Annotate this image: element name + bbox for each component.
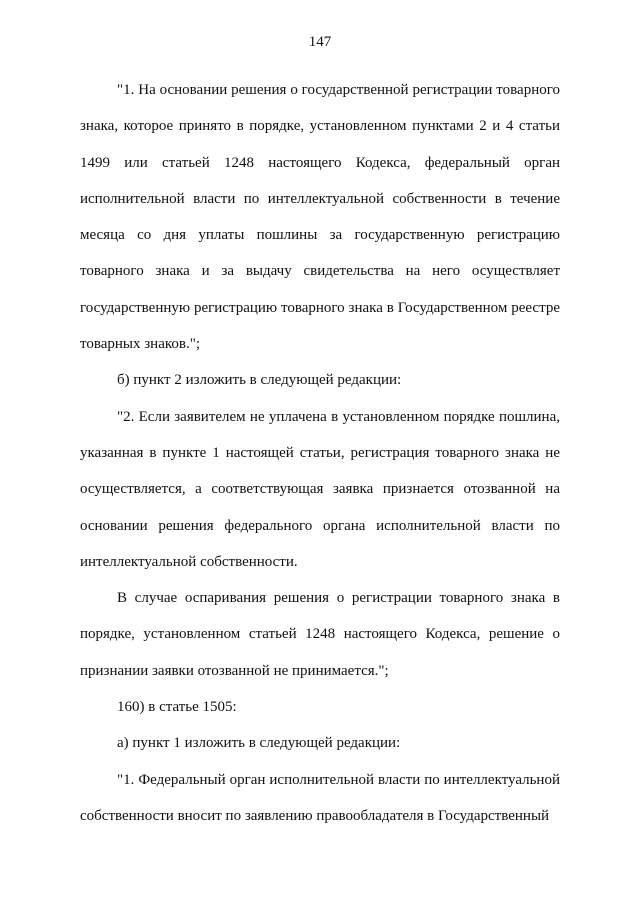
page-number: 147 [308, 34, 332, 50]
paragraph-unpaid-fee: "2. Если заявителем не уплачена в установленном порядке пошлина, указанная в пункте 1 настоящей статьи, регистрация товарного знака не осуществляется, а соответствующая заявка признается отозванной на основании решения федерального органа исполнительной власти по интеллектуальной собственности. [80, 408, 560, 570]
paragraph-dispute-case: В случае оспаривания решения о регистрации товарного знака в порядке, установленном статьей 1248 настоящего Кодекса, решение о признании заявки отозванной не принимается."; [80, 590, 560, 679]
paragraph-item-a: а) пункт 1 изложить в следующей редакции: [117, 735, 401, 752]
document-body [80, 72, 560, 834]
paragraph-federal-body: "1. Федеральный орган исполнительной власти по интеллектуальной собственности вносит по заявлению правообладателя в Государственный [80, 771, 560, 824]
paragraph-article-1505: 160) в статье 1505: [117, 699, 237, 716]
paragraph-item-b: б) пункт 2 изложить в следующей редакции: [117, 372, 402, 389]
paragraph-registration-basis: "1. На основании решения о государственной регистрации товарного знака, которое принято в порядке, установленном пунктами 2 и 4 статьи 1499 или статьей 1248 настоящего Кодекса, федеральный орган исполнительной власти по интеллектуальной собственности в течение месяца со дня уплаты пошлины за государственную регистрацию товарного знака и за выдачу свидетельства на него осуществляет государственную регистрацию товарного знака в Государственном реестре товарных знаков."; [80, 82, 560, 353]
